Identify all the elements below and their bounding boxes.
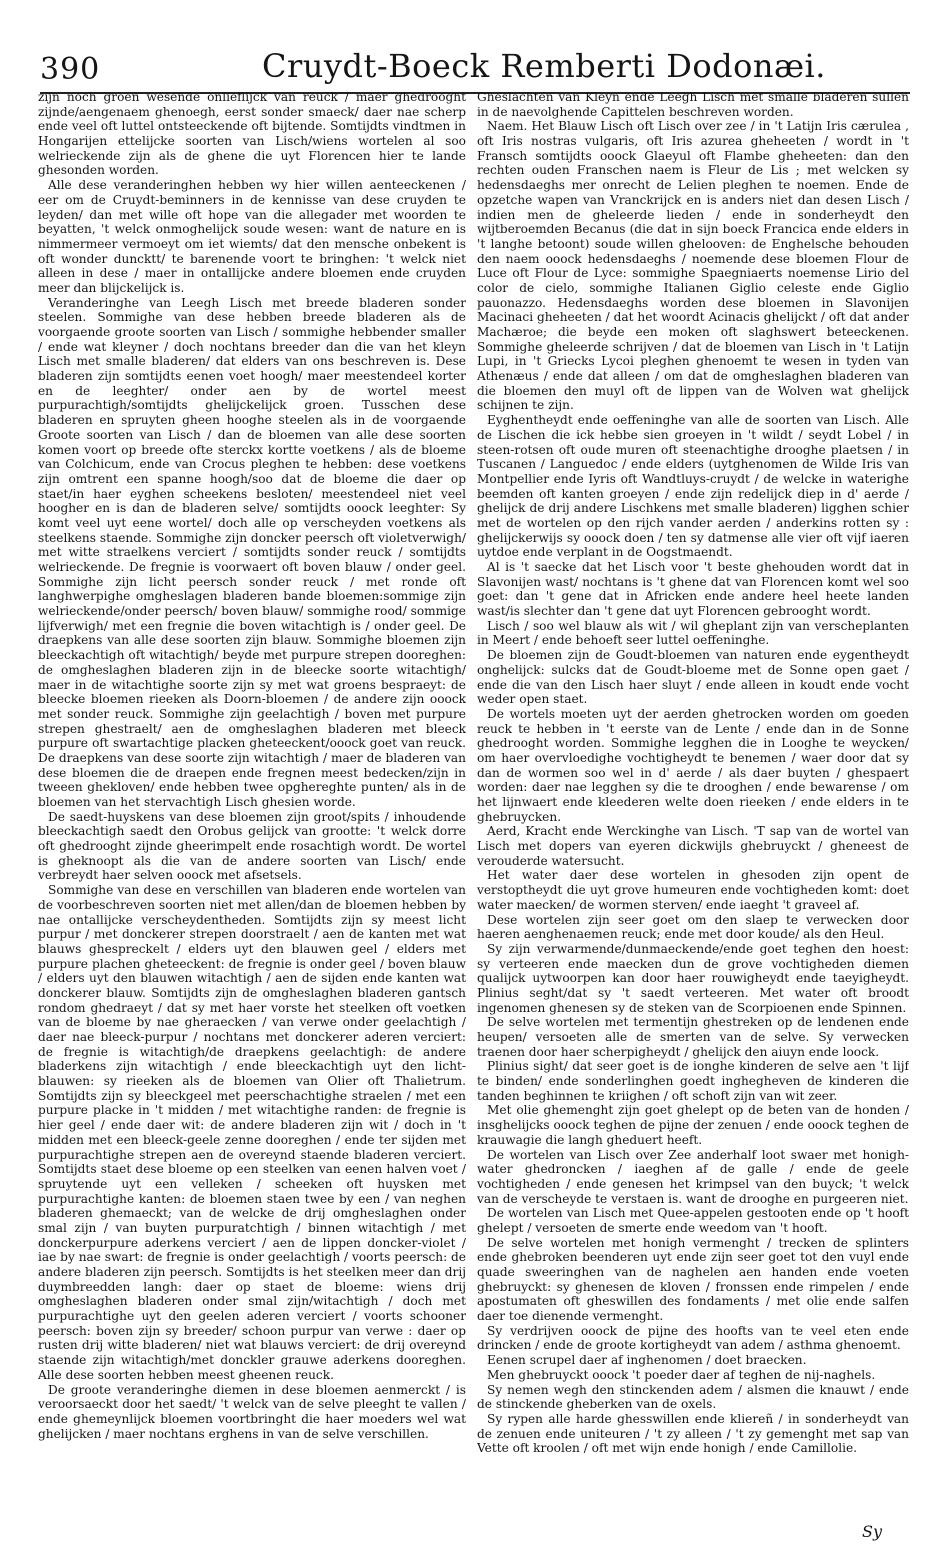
paragraph: Veranderinghe van Leegh Lisch met breede bladeren sonder steelen. Sommighe van dese hebben breede bladeren als de voorgaende groote soorten van Lisch / sommighe hebbender smaller / ende wat kleyner / doch nochtans breeder dan die van het kleyn Lisch met smalle bladeren/ dat elders van ons beschreven is. Dese bladeren zijn somtijdts eenen voet hoogh/ maer meestendeel korter en de leeghter/ onder aen by de wortel meest purpurachtigh/somtijdts ghelijckelijck groen. Tusschen dese bladeren en spruyten gheen hooghe steelen als in de voorgaende Groote soorten van Lisch / dan de bloemen van alle dese soorten komen voort op breede ofte sterckx kortte voetkens / als de bloeme van Colchicum, ende van Crocus pleghen te hebben: dese voetkens zijn omtrent een spanne hoogh/soo dat de bloeme die daer op staet/in haer eyghen scheekens besloten/ meestendeel niet veel hoogher en is dan de bladeren selve/ somtijdts ooock leeghter: Sy komt veel uyt eene wortel/ doch alle op verscheyden voetkens als steelkens staende. Sommighe zijn doncker peersch oft violetverwigh/ met witte straelkens verciert / somtijdts sonder reuck / somtijdts welrieckende. De fregnie is voorwaert oft boven blauw / onder geel. Sommighe zijn licht peersch sonder reuck / met ronde oft langhwerpighe omgheslagen bladeren bande bloemen:sommige zijn welrieckende/onder peersch/ boven blauw/ sommighe rood/ sommige lijfverwigh/ met een fregnie die boven witachtigh is / onder geel. De draepkens van alle dese soorten zijn blauw. Sommighe bloemen zijn bleeckachtigh oft witachtigh/ beyde met purpure strepen dooreghen: de omgheslaghen bladeren zijn in de bleecke soorte witachtigh/ maer in de witachtighe soorte zijn sy met wat groens bespraeyt: de bleecke bloemen rieeken als Doorn-bloemen / de andere zijn ooock met sonder reuck. Sommighe zijn geelachtigh / boven met purpure strepen ghestraelt/ aen de omgheslaghen bladeren met bleeck purpure oft swartachtige placken gheteeckent/ooock goet van reuck. De draepkens van dese soorte zijn witachtigh / maer de bladeren van dese bloemen die de draepen ende fregnen meest bedecken/zijn in tweeen ghekloven/ ende hebben twee opghereghte punten/ als in de bloemen van het stervachtigh Lisch ghesien worde. bbox=[38, 295, 466, 809]
paragraph: De wortels moeten uyt der aerden ghetrocken worden om goeden reuck te hebben in 't eerste van de Lente / ende dan in de Sonne ghedrooght worden. Sommighe legghen die in Looghe te weycken/ om haer overvloedighe vochtigheydt te benemen / waer door dat sy dan de wormen soo wel in d' aerde / als daer buyten / ghespaert worden: daer nae legghen sy die te drooghen / ende bewarense / om het lijnwaert ende kleederen welte doen rieeken / ende elders in te ghebruycken. bbox=[477, 706, 909, 824]
right-column bbox=[477, 90, 909, 1485]
paragraph: De saedt-huyskens van dese bloemen zijn groot/spits / inhoudende bleeckachtigh saedt den Orobus gelijck van grootte: 't welck dorre oft ghedrooght zijnde gheerimpelt ende rosachtigh wordt. De wortel is gheknoopt als die van de andere soorten van Lisch/ ende verbreydt haer selven ooock met afsetsels. bbox=[38, 809, 466, 883]
paragraph: Alle dese veranderinghen hebben wy hier willen aenteeckenen / eer om de Cruydt-beminners in de kennisse van dese cruyden te leyden/ dan met wille oft hope van die allegader met woorden te beyatten, 't welck onmoghelijck soude wesen: want de nature en is nimmermeer vermoeyt om iet wiemts/ dat den mensche onbekent is oft wonder duncktt/ te barenende voort te bringhen: 't welck niet alleen in dese / maer in ontallijcke andere bloemen ende cruyden meer dan blijckelijck is. bbox=[38, 178, 466, 295]
paragraph: Men ghebruyckt ooock 't poeder daer af teghen de nij-naghels. bbox=[487, 1367, 876, 1382]
paragraph: De selve wortelen met termentijn ghestreken op de lendenen ende heupen/ versoeten alle de smerten van de selve. Sy verwecken traenen door haer scherpigheydt / ghelijck den aiuyn ende loock. bbox=[477, 1015, 909, 1059]
paragraph: Sommighe van dese en verschillen van bladeren ende wortelen van de voorbeschreven soorten niet met allen/dan de bloemen hebben by nae ontallijcke verscheydentheden. Somtijdts zijn sy meest licht purpur / met donckerer strepen doorstraelt / aen de kanten met wat blauws ghespreckelt / elders uyt den blauwen geel / elders met purpure plachen gheteeckent: de fregnie is onder geel / boven blauw / elders uyt den blauwen witachtigh / aen de sijden ende kanten wat donckerer blauw. Somtijdts zijn de omgheslaghen bladeren gantsch rondom ghedraeyt / dat sy met haer vorste het steelken oft voetken van de bloeme by nae gheraecken / van verwe onder geelachtigh / daer nae bleeck-purpur / nochtans met donckerer aderen verciert: de fregnie is witachtigh/de draepkens geelachtigh: de andere bladerkens zijn witachtigh / ende bleeckachtigh uyt den licht-blauwen: sy rieeken als de bloemen van Olier oft Thalietrum. Somtijdts zijn sy bleeckgeel met peerschachtighe straelen / met een purpure placke in 't midden / met witachtighe randen: de fregnie is hier geel / ende daer wit: de andere bladeren zijn wit / doch in 't midden met een bleeck-geele zenne dooreghen / ende ter sijden met purpurachtighe strepen aen de overeynd staende bladeren verciert. Somtijdts staet dese bloeme op een steelken van eenen halven voet / spruytende uyt een velleken / scheeken oft huysken met purpurachtighe kanten: de bloemen staen twee by een / van neghen bladeren ghemaeckt; van de welcke de drij omgheslaghen onder smal zijn / van buyten purpuratchtigh / binnen witachtigh / met donckerpurpure aderkens verciert / aen de lippen doncker-violet / iae by nae swart: de fregnie is onder geelachtigh / voorts peersch: de andere bladeren zijn peersch. Somtijdts is het steelken meer dan drij duymbreedden langh: daer op staet de bloeme: wiens drij omgheslaghen bladeren onder smal zijn/witachtigh / doch met purpurachtighe uyt den geelen aderen verciert / voorts schooner peersch: boven zijn sy breeder/ schoon purpur van verwe : daer op rusten drij witte bladeren/ niet wat blauws verciert: de drij overeynd staende zijn witachtigh/met donckler grauwe aderkens dooreghen. Alle dese soorten hebben meest gheenen reuck. bbox=[38, 883, 466, 1382]
paragraph: Sy zijn verwarmende/dunmaeckende/ende goet teghen den hoest: sy verteeren ende maecken dun de grove vochtigheden diemen qualijck uytwoorpen kan door haer rouwigheydt ende taeyigheydt. Plinius seght/dat sy 't saedt verteeren. Met water oft broodt ingenomen ghenesen sy de steken van de Scorpioenen ende Spinnen. bbox=[477, 941, 909, 1015]
paragraph: Sy nemen wegh den stinckenden adem / alsmen die knauwt / ende de stinckende gheberken van de oxels. bbox=[477, 1382, 909, 1412]
paragraph: De bloemen zijn de Goudt-bloemen van naturen ende eygentheydt onghelijck: sulcks dat de Goudt-bloeme met de Sonne open gaet / ende die van den Lisch haer sluyt / ende alleen in koudt ende vocht weder open staet. bbox=[477, 648, 909, 707]
paragraph: zijn noch groen wesende onlieflijck van reuck / maer ghedrooght zijnde/aengenaem ghenoegh, eerst sonder smaeck/ daer nae scherp ende veel oft luttel ontsteeckende oft bijtende. Somtijdts vindtmen in Hongarijen ettelijcke soorten van Lisch/wiens wortelen al soo welrieckende zijn als de ghene die uyt Florencen hier te lande ghesonden worden. bbox=[38, 90, 466, 178]
paragraph: Het water daer dese wortelen in ghesoden zijn opent de verstoptheydt die uyt grove humeuren ende vochtigheden komt: doet water maecken/ de wormen sterven/ ende iaeght 't graveel af. bbox=[477, 868, 909, 912]
paragraph: De wortelen van Lisch over Zee anderhalf loot swaer met honigh-water ghedroncken / iaeghen af de galle / ende de geele vochtigheden / ende genesen het krimpsel van den buyck; 't welck van de verscheyde te verstaen is. want de drooghe en purgeeren niet. bbox=[477, 1147, 909, 1206]
paragraph: Eyghentheydt ende oeffeninghe van alle de soorten van Lisch. Alle de Lischen die ick hebbe sien groeyen in 't wildt / seydt Lobel / in steen-rotsen oft oude muren oft steenachtighe drooghe plaetsen / in Tuscanen / Languedoc / ende elders (uytghenomen de Wilde Iris van Montpellier ende Iyris oft Wandtluys-cruydt / de welcke in waterighe beemden oft kanten groeyen / ende zijn redelijck diep in d' aerde / ghelijck de drij andere Lischkens met smalle bladeren) ligghen schier met de wortelen op den rijch vander aerden / anderkins rotten sy : ghelijckerwijs sy ooock doen / ten sy datmense alle vier oft vijf iaeren uytdoe ende verplant in de Oogstmaendt. bbox=[477, 413, 909, 560]
paragraph: De wortelen van Lisch met Quee-appelen gestooten ende op 't hooft ghelept / versoeten de smerte ende weedom van 't hooft. bbox=[477, 1206, 909, 1235]
paragraph: Met olie ghemenght zijn goet ghelept op de beten van de honden / insghelijcks ooock teghen de pijne der zenuen / ende ooock teghen de krauwagie die langh gheduert heeft. bbox=[477, 1103, 909, 1147]
running-title: Cruydt-Boeck Remberti Dodonæi. bbox=[262, 47, 826, 85]
paragraph: De groote veranderinghe diemen in dese bloemen aenmerckt / is veroorsaeckt door het saedt/ 't welck van de selve pleeght te vallen / ende ghemeynlijck bloemen voortbringht die haer moeders wel wat ghelijcken / maer nochtans erghens in van de selve verschillen. bbox=[38, 1382, 466, 1441]
left-column bbox=[38, 90, 466, 1485]
paragraph: Sy verdrijven ooock de pijne des hoofts van te veel eten ende drincken / ende de groote kortigheydt van adem / asthma ghenoemt. bbox=[477, 1323, 909, 1353]
paragraph: Naem. Het Blauw Lisch oft Lisch over zee / in 't Latijn Iris cærulea , oft Iris nostras vulgaris, oft Iris azurea gheheeten / wordt in 't Fransch somtijdts ooock Glaeyul oft Flambe gheheeten: dan den rechten ouden Franschen naem is Fleur de Lis ; met welcken sy hedensdaeghs mer onrecht de Lelien pleghen te noemen. Ende de opzetche wapen van Vranckrijck en is anders niet dan desen Lisch / indien men de gheleerde lieden / ende in sonderheydt den wijtberoemden Becanus (die dat in sijn boeck Francica ende elders in 't langhe betoont) soude willen ghelooven: de Enghelsche behouden den naem ooock hedensdaeghs / noemende dese bloemen Flour de Luce oft Flour de Lyce: sommighe Spaegniaerts noemense Lirio del color de cielo, sommighe Italianen Giglio celeste ende Giglio pauonazzo. Hedensdaeghs worden dese bloemen in Slavonijen Macinaci gheheeten / dat het woordt Acinacis ghelijckt / oft dat ander Machæroe; die beyde een moken oft slaghswert beteeckenen. Sommighe gheleerde schrijven / dat de bloemen van Lisch in 't Latijn Lupi, in 't Griecks Lycoi pleghen ghenoemt te wesen in tyden van Athenæus / ende dat alleen / om dat de omgheslaghen bladeren van die bloemen den muyl oft de lippen van de Wolven wat ghelijck schijnen te zijn. bbox=[477, 119, 909, 413]
paragraph: Eenen scrupel daer af inghenomen / doet braecken. bbox=[487, 1353, 807, 1368]
paragraph: Sy rypen alle harde ghesswillen ende kliereñ / in sonderheydt van de zenuen ende uniteuren / 't zy alleen / 't zy gemenght met sap van Vette oft kroolen / oft met wijn ende honigh / ende Camillolie. bbox=[477, 1411, 909, 1456]
paragraph: Dese wortelen zijn seer goet om den slaep te verwecken door haeren aenghenaemen reuck; ende met door koude/ als den Heul. bbox=[477, 912, 909, 942]
paragraph: Gheslachten van Kleyn ende Leegh Lisch met smalle bladeren sullen in de naevolghende Capittelen beschreven worden. bbox=[477, 90, 909, 119]
paragraph: Plinius sight/ dat seer goet is de ionghe kinderen de selve aen 't lijf te binden/ ende sonderlinghen goedt inghegheven de kinderen die tanden beghinnen te kriighen / oft schoft zijn van wit zeer. bbox=[477, 1059, 909, 1103]
page-number: 390 bbox=[40, 52, 101, 87]
paragraph: Lisch / soo wel blauw als wit / wil gheplant zijn van verscheplanten in Meert / ende behoeft seer luttel oeffeninghe. bbox=[477, 618, 909, 648]
paragraph: De selve wortelen met honigh vermenght / trecken de splinters ende ghebroken beenderen uyt ende zijn seer goet tot den vuyl ende quade sweeringhen van de naghelen aen handen ende voeten ghebruyckt: sy ghenesen de kloven / fronssen ende rimpelen / ende apostumaten oft gheswillen des fondaments / met olie ende salfen daer toe dienende vermenght. bbox=[477, 1235, 909, 1324]
paragraph: Al is 't saecke dat het Lisch voor 't beste ghehouden wordt dat in Slavonijen wast/ nochtans is 't ghene dat van Florencen komt wel soo goet: dan 't gene dat in Africken ende andere heel heete landen wast/is slechter dan 't gene dat uyt Florencen gebrooght wordt. bbox=[477, 560, 909, 619]
catchword: Sy bbox=[862, 1522, 882, 1541]
paragraph: Aerd, Kracht ende Werckinghe van Lisch. 'T sap van de wortel van Lisch met dopers van eyeren dickwijls ghebruyckt / gheneest de verouderde watersucht. bbox=[477, 824, 909, 868]
